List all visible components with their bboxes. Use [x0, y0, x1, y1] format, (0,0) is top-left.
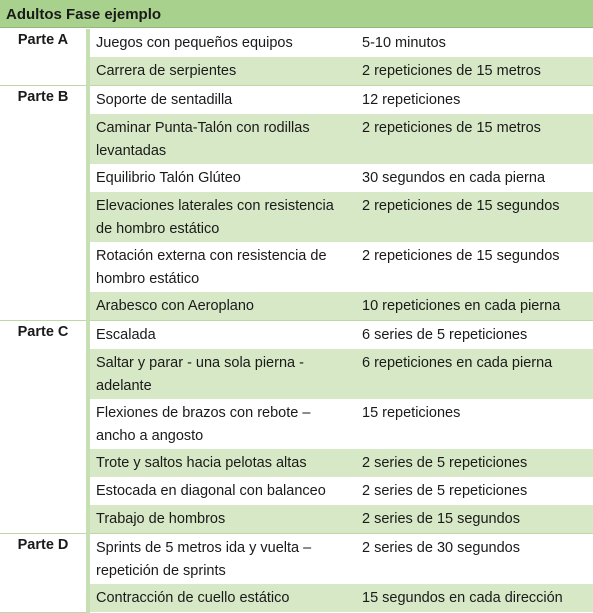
table-row — [0, 114, 593, 164]
table-row — [0, 349, 593, 399]
dose-cell: 2 repeticiones de 15 metros — [356, 57, 593, 86]
exercise-cell: Equilibrio Talón Glúteo — [88, 164, 356, 192]
exercise-cell: Contracción de cuello estático — [88, 584, 356, 612]
dose-cell: 2 series de 30 segundos — [356, 534, 593, 585]
table-row — [0, 29, 593, 57]
table-row — [0, 192, 593, 242]
exercise-cell: Estocada en diagonal con balanceo — [88, 477, 356, 505]
exercise-cell: Rotación externa con resistencia de hombro estático — [88, 242, 356, 292]
table-row — [0, 449, 593, 477]
exercise-table — [0, 29, 593, 613]
exercise-cell: Carrera de serpientes — [88, 57, 356, 86]
table-row — [0, 242, 593, 292]
exercise-cell: Trabajo de hombros — [88, 505, 356, 534]
exercise-cell: Juegos con pequeños equipos — [88, 29, 356, 57]
table-row — [0, 505, 593, 534]
table-row — [0, 321, 593, 350]
exercise-cell: Elevaciones laterales con resistencia de hombro estático — [88, 192, 356, 242]
exercise-cell: Escalada — [88, 321, 356, 350]
table-row — [0, 584, 593, 612]
part-label-c: Parte C — [0, 321, 88, 534]
dose-cell: 5-10 minutos — [356, 29, 593, 57]
exercise-cell: Trote y saltos hacia pelotas altas — [88, 449, 356, 477]
dose-cell: 6 series de 5 repeticiones — [356, 321, 593, 350]
part-label-b: Parte B — [0, 86, 88, 321]
table-title: Adultos Fase ejemplo — [0, 0, 593, 28]
table-row — [0, 477, 593, 505]
table-row — [0, 292, 593, 321]
part-label-a: Parte A — [0, 29, 88, 86]
dose-cell: 2 series de 5 repeticiones — [356, 449, 593, 477]
dose-cell: 2 repeticiones de 15 metros — [356, 114, 593, 164]
exercise-cell: Soporte de sentadilla — [88, 86, 356, 115]
table-row — [0, 57, 593, 86]
exercise-cell: Flexiones de brazos con rebote – ancho a angosto — [88, 399, 356, 449]
dose-cell: 2 repeticiones de 15 segundos — [356, 192, 593, 242]
dose-cell: 15 repeticiones — [356, 399, 593, 449]
exercise-cell: Caminar Punta-Talón con rodillas levantadas — [88, 114, 356, 164]
dose-cell: 30 segundos en cada pierna — [356, 164, 593, 192]
dose-cell: 10 repeticiones en cada pierna — [356, 292, 593, 321]
table-row — [0, 399, 593, 449]
dose-cell: 2 repeticiones de 15 segundos — [356, 242, 593, 292]
dose-cell: 12 repeticiones — [356, 86, 593, 115]
table-row — [0, 86, 593, 115]
part-label-d: Parte D — [0, 534, 88, 613]
dose-cell: 6 repeticiones en cada pierna — [356, 349, 593, 399]
exercise-cell: Sprints de 5 metros ida y vuelta – repetición de sprints — [88, 534, 356, 585]
dose-cell: 2 series de 15 segundos — [356, 505, 593, 534]
table-row — [0, 534, 593, 585]
dose-cell: 15 segundos en cada dirección — [356, 584, 593, 612]
dose-cell: 2 series de 5 repeticiones — [356, 477, 593, 505]
table-row — [0, 164, 593, 192]
exercise-cell: Saltar y parar - una sola pierna - adelante — [88, 349, 356, 399]
exercise-cell: Arabesco con Aeroplano — [88, 292, 356, 321]
